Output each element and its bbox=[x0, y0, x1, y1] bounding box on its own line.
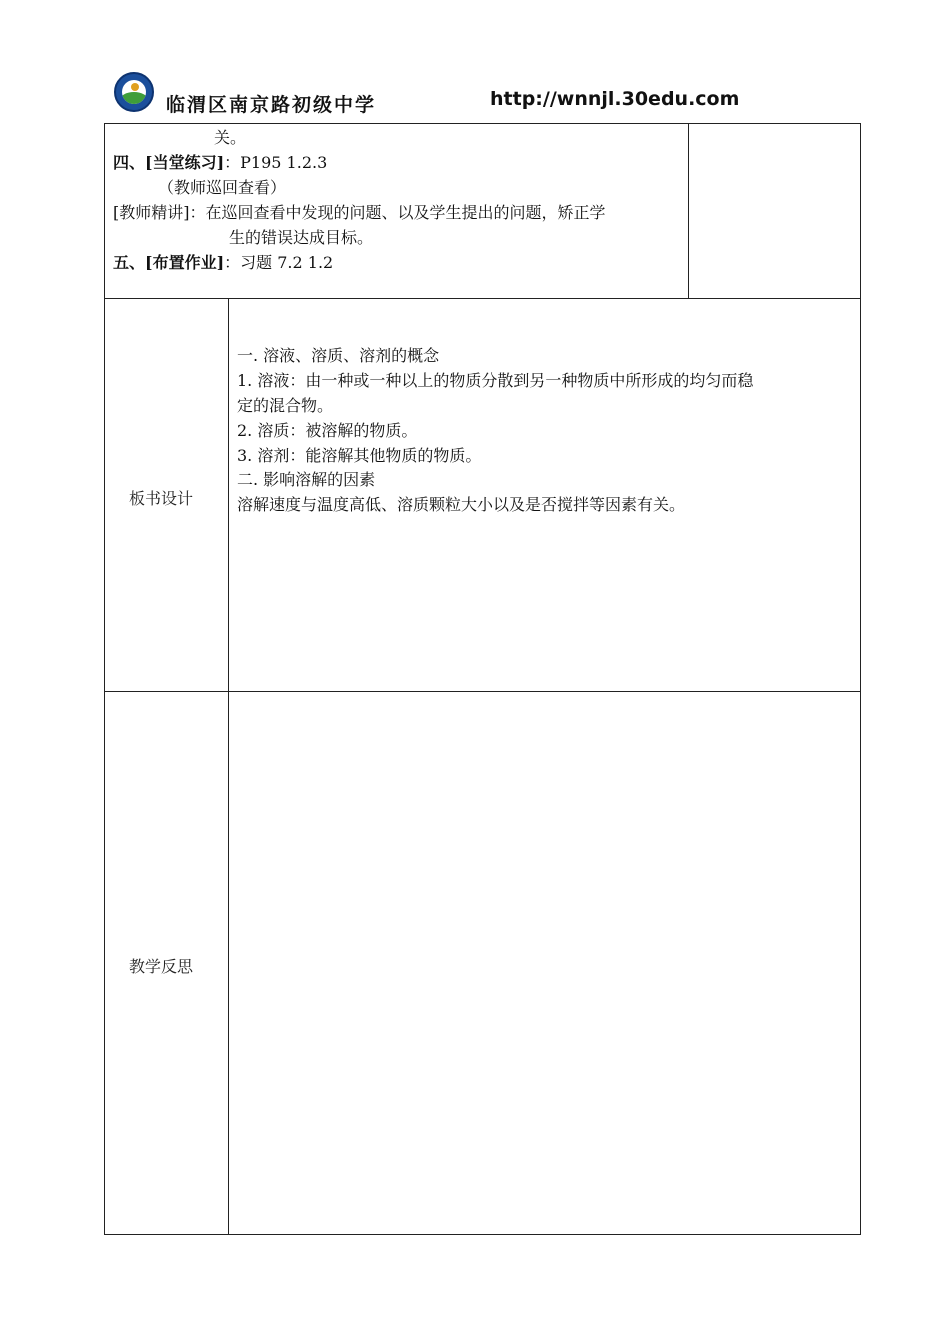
board-line: 二. 影响溶解的因素 bbox=[237, 470, 376, 489]
continuation-text: 关。 bbox=[214, 128, 247, 147]
school-name: 临渭区南京路初级中学 bbox=[166, 94, 377, 116]
board-line: 2. 溶质：被溶解的物质。 bbox=[237, 421, 418, 440]
school-url: http://wnnjl.30edu.com bbox=[490, 88, 740, 110]
table-bottom-border bbox=[104, 1234, 861, 1235]
board-line: 1. 溶液：由一种或一种以上的物质分散到另一种物质中所形成的均匀而稳 bbox=[237, 371, 754, 390]
board-line: 定的混合物。 bbox=[237, 396, 334, 415]
homework-line bbox=[113, 251, 333, 275]
school-logo-icon bbox=[114, 72, 154, 112]
table-top-border bbox=[104, 123, 861, 124]
exercise-line bbox=[113, 151, 327, 175]
table-right-border bbox=[860, 123, 861, 1235]
board-line: 一. 溶液、溶质、溶剂的概念 bbox=[237, 346, 440, 365]
teacher-explain-text-cont: 生的错误达成目标。 bbox=[229, 228, 374, 247]
teacher-explain-text: [教师精讲]：在巡回查看中发现的问题、以及学生提出的问题，矫正学 bbox=[113, 203, 606, 222]
page-header bbox=[110, 68, 860, 118]
board-line: 3. 溶剂：能溶解其他物质的物质。 bbox=[237, 446, 482, 465]
board-design-label: 板书设计 bbox=[129, 489, 194, 508]
top-cell-divider bbox=[688, 123, 689, 299]
exercise-heading: 四、[当堂练习] bbox=[113, 153, 225, 172]
row-divider-2 bbox=[104, 691, 861, 692]
row-divider-1 bbox=[104, 298, 861, 299]
homework-heading: 五、[布置作业] bbox=[113, 253, 225, 272]
board-line: 溶解速度与温度高低、溶质颗粒大小以及是否搅拌等因素有关。 bbox=[237, 495, 686, 514]
teacher-check-text: （教师巡回查看） bbox=[158, 178, 287, 197]
homework-detail: ：习题 7.2 1.2 bbox=[224, 253, 334, 272]
reflection-label: 教学反思 bbox=[129, 957, 194, 976]
label-column-divider bbox=[228, 298, 229, 1235]
reflection-content[interactable] bbox=[232, 696, 856, 1230]
table-left-border bbox=[104, 123, 105, 1235]
exercise-detail: ：P195 1.2.3 bbox=[224, 153, 328, 172]
